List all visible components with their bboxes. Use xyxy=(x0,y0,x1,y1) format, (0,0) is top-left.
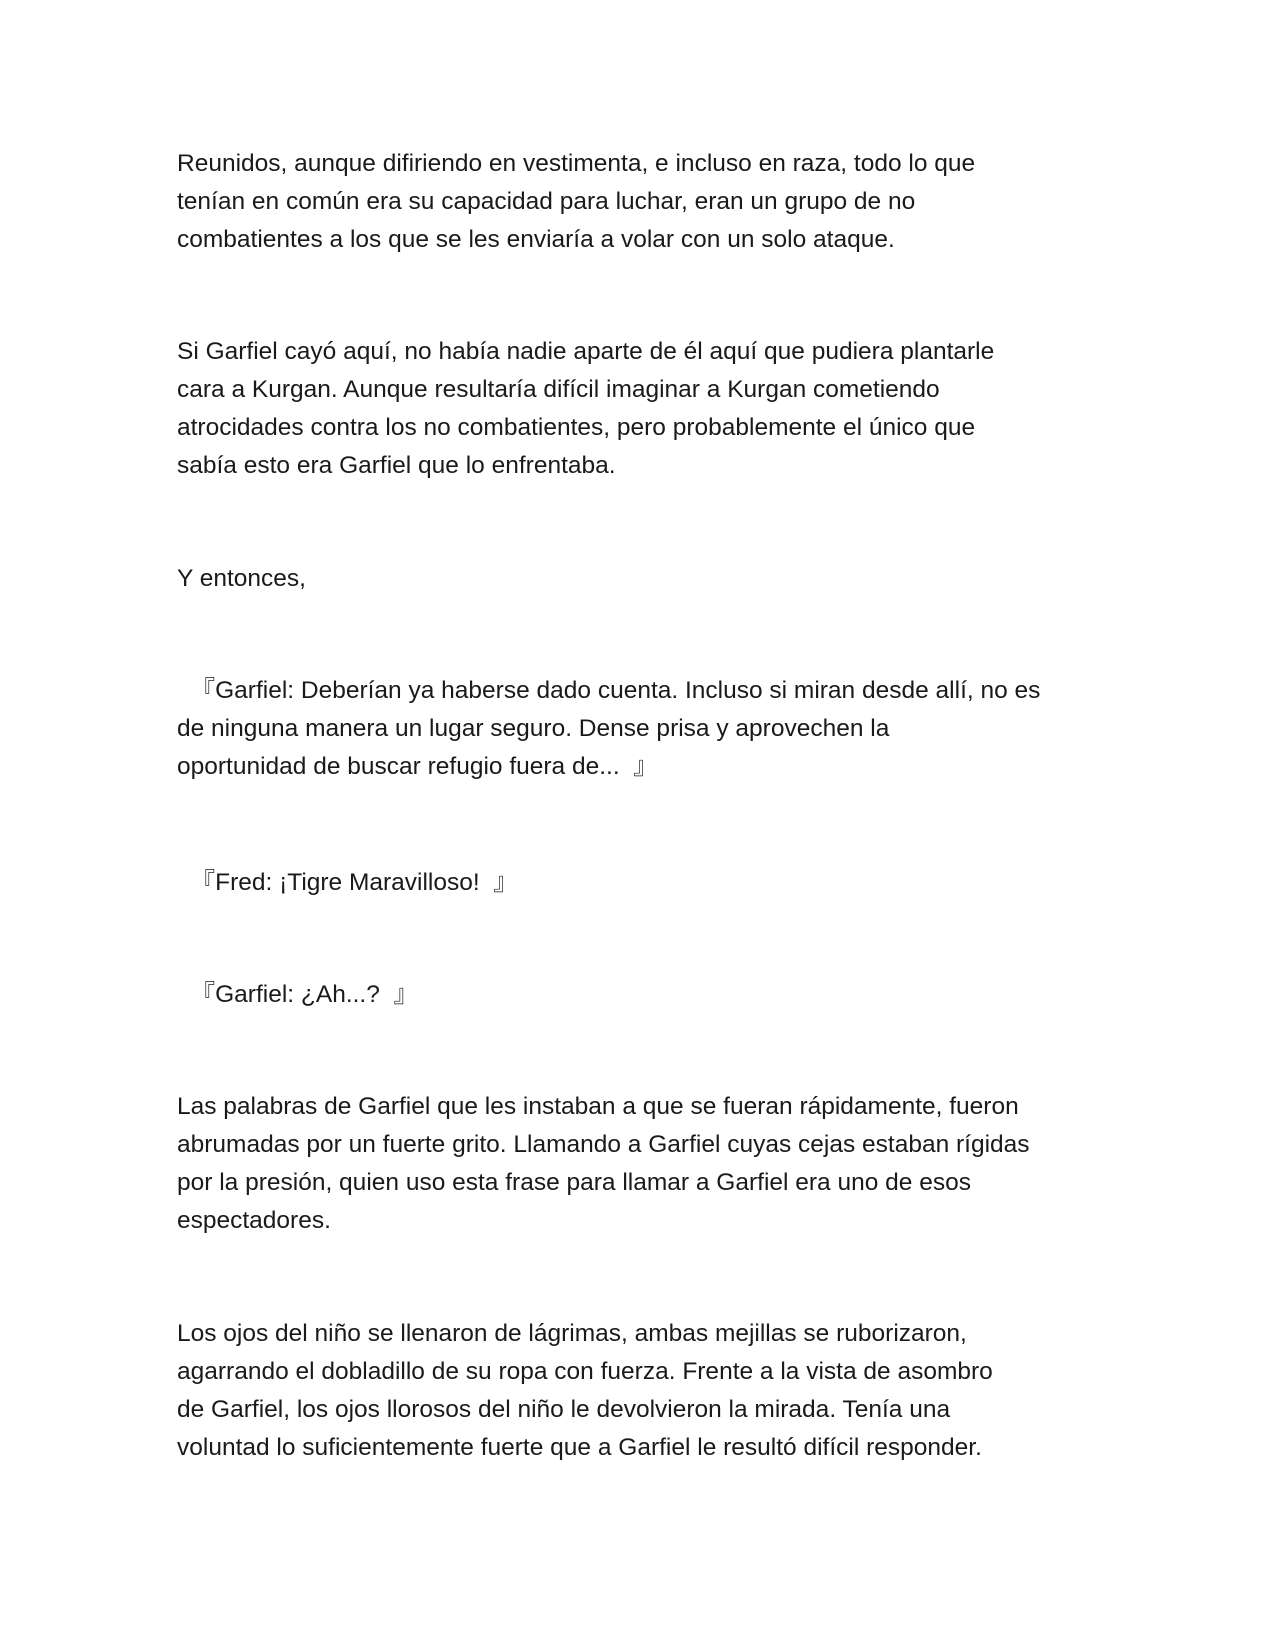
text-line: agarrando el dobladillo de su ropa con fuerza. Frente a la vista de asombro xyxy=(177,1358,993,1385)
paragraph-4 xyxy=(177,1088,1107,1240)
text-line: 『Garfiel: ¿Ah...? 』 xyxy=(177,981,418,1008)
dialogue-garfiel-1 xyxy=(177,672,1107,786)
text-line: sabía esto era Garfiel que lo enfrentaba. xyxy=(177,452,616,479)
text-line: atrocidades contra los no combatientes, pero probablemente el único que xyxy=(177,414,976,441)
text-line: abrumadas por un fuerte grito. Llamando a Garfiel cuyas cejas estaban rígidas xyxy=(177,1131,1030,1158)
text-line: espectadores. xyxy=(177,1207,331,1234)
text-line: Y entonces, xyxy=(177,565,306,592)
text-line: Reunidos, aunque difiriendo en vestimenta, e incluso en raza, todo lo que xyxy=(177,150,976,177)
text-line: de Garfiel, los ojos llorosos del niño le devolvieron la mirada. Tenía una xyxy=(177,1396,951,1423)
dialogue-fred xyxy=(177,864,1107,902)
paragraph-2 xyxy=(177,333,1107,485)
paragraph-5 xyxy=(177,1315,1107,1467)
text-line: combatientes a los que se les enviaría a volar con un solo ataque. xyxy=(177,226,895,253)
text-line: 『Garfiel: Deberían ya haberse dado cuenta. Incluso si miran desde allí, no es xyxy=(177,677,1041,704)
paragraph-3 xyxy=(177,560,1107,598)
text-line: Los ojos del niño se llenaron de lágrimas, ambas mejillas se ruborizaron, xyxy=(177,1320,967,1347)
text-line: Si Garfiel cayó aquí, no había nadie aparte de él aquí que pudiera plantarle xyxy=(177,338,995,365)
text-line: por la presión, quien uso esta frase para llamar a Garfiel era uno de esos xyxy=(177,1169,971,1196)
paragraph-1 xyxy=(177,145,1107,259)
text-line: oportunidad de buscar refugio fuera de... 』 xyxy=(177,753,658,780)
text-line: de ninguna manera un lugar seguro. Dense prisa y aprovechen la xyxy=(177,715,890,742)
text-line: cara a Kurgan. Aunque resultaría difícil imaginar a Kurgan cometiendo xyxy=(177,376,940,403)
text-line: voluntad lo suficientemente fuerte que a Garfiel le resultó difícil responder. xyxy=(177,1434,982,1461)
dialogue-garfiel-2 xyxy=(177,976,1107,1014)
text-line: tenían en común era su capacidad para luchar, eran un grupo de no xyxy=(177,188,916,215)
text-line: Las palabras de Garfiel que les instaban a que se fueran rápidamente, fueron xyxy=(177,1093,1019,1120)
text-line: 『Fred: ¡Tigre Maravilloso! 』 xyxy=(177,869,518,896)
